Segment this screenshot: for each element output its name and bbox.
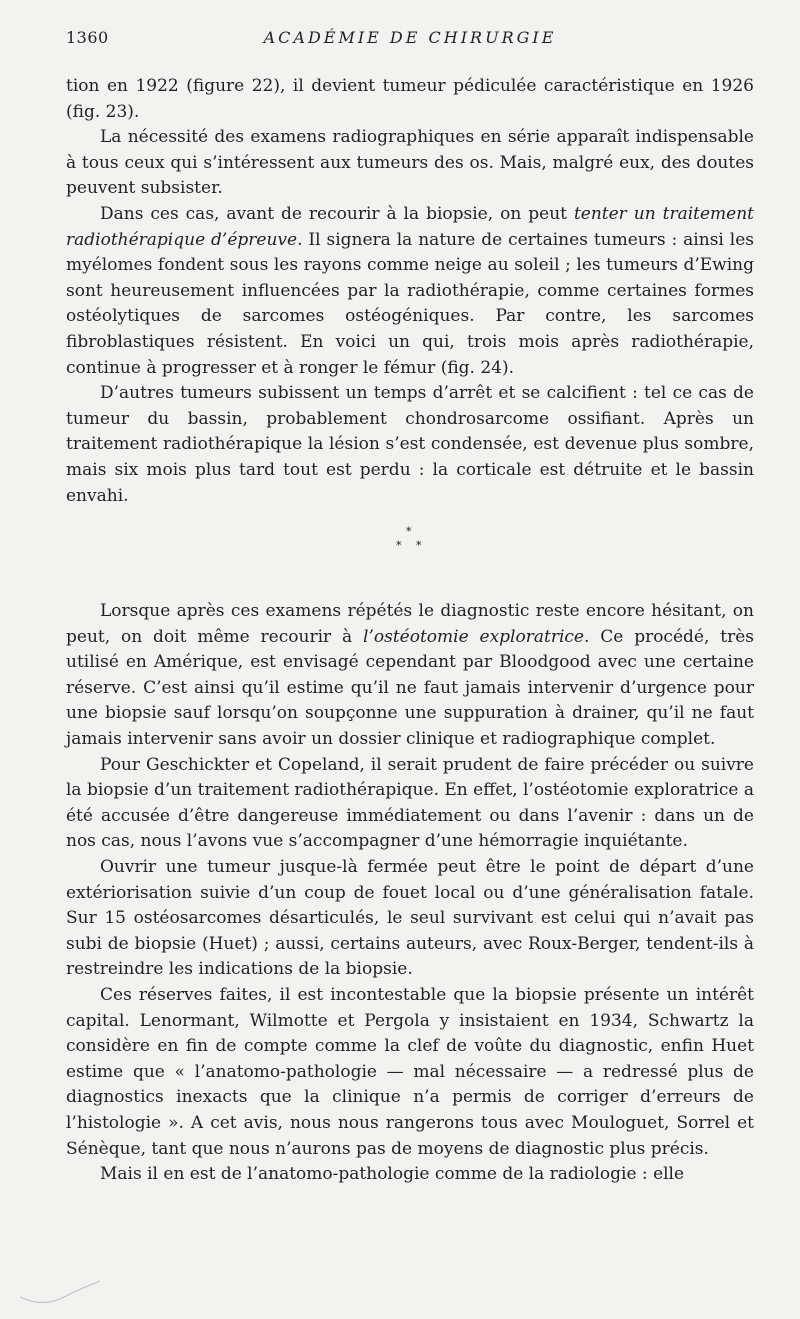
paragraph: Pour Geschickter et Copeland, il serait prudent de faire précéder ou suivre la biopsie d’un traitement radiothérapique. En effet, l’ostéotomie exploratrice a été accusée d’être dangereuse immédiatement ou dans l’avenir : dans un de nos cas, nous l’avons vue s’accompagner d’une hémorragie inquiétante. — [66, 754, 754, 852]
paragraph: D’autres tumeurs subissent un temps d’arrêt et se calcifient : tel ce cas de tumeur du bassin, probablement chondrosarcome ossifiant. Après un traitement radiothérapique la lésion s’est condensée, est devenue plus sombre, mais six mois plus tard tout est perdu : la corticale est détruite et le bassin envahi. — [66, 383, 754, 506]
emphasis: l’ostéotomie exploratrice — [363, 626, 584, 647]
section-asterism — [66, 519, 754, 559]
pencil-mark — [20, 1279, 120, 1309]
paragraph: Ouvrir une tumeur jusque-là fermée peut être le point de départ d’une extériorisation suivie d’un coup de fouet local ou d’une généralisation fatale. Sur 15 ostéosarcomes désarticulés, le seul survivant est celui qui n’avait pas subi de biopsie (Huet) ; aussi, certains auteurs, avec Roux-Berger, tendent-ils à restreindre les indications de la biopsie. — [66, 857, 754, 980]
running-head — [66, 28, 754, 58]
body-text — [66, 74, 754, 1188]
page-number: 1360 — [66, 28, 109, 47]
paragraph: La nécessité des examens radiographiques en série apparaît indispensable à tous ceux qui s’intéressent aux tumeurs des os. Mais, malgré eux, des doutes peuvent subsister. — [66, 127, 754, 199]
page — [66, 28, 754, 1188]
paragraph-continuation: tion en 1922 (figure 22), il devient tumeur pédiculée caractéristique en 1926 (fig. 23). — [66, 76, 754, 122]
emphasis: tenter un traitement radiothérapique d’épreuve — [66, 203, 754, 250]
paragraph: Lorsque après ces examens répétés le diagnostic reste encore hésitant, on peut, on doit même recourir à l’ostéotomie exploratrice. Ce procédé, très utilisé en Amérique, est envisagé cependant par Bloodgood avec une certaine réserve. C’est ainsi qu’il estime qu’il ne faut jamais intervenir d’urgence pour une biopsie sauf lorsqu’on soupçonne une suppuration à drainer, qu’il ne faut jamais intervenir sans avoir un dossier clinique et radiographique complet. — [66, 601, 754, 750]
running-title: ACADÉMIE DE CHIRURGIE — [263, 28, 557, 47]
asterism-star: * — [416, 539, 422, 553]
paragraph: Mais il en est de l’anatomo-pathologie comme de la radiologie : elle — [100, 1164, 685, 1185]
asterism-star: * — [406, 525, 412, 539]
paragraph: Ces réserves faites, il est incontestable que la biopsie présente un intérêt capital. Lenormant, Wilmotte et Pergola y insistaient en 1934, Schwartz la considère en fin de compte comme la clef de voûte du diagnostic, enfin Huet estime que « l’anatomo-pathologie — mal nécessaire — a redressé plus de diagnostics inexacts que la clinique n’a permis de corriger d’erreurs de l’histologie ». A cet avis, nous nous rangerons tous avec Mouloguet, Sorrel et Sénèque, tant que nous n’aurons pas de moyens de diagnostic plus précis. — [66, 985, 754, 1159]
asterism-star: * — [396, 539, 402, 553]
paragraph: Dans ces cas, avant de recourir à la biopsie, on peut tenter un traitement radiothérapique d’épreuve. Il signera la nature de certaines tumeurs : ainsi les myélomes fondent sous les rayons comme neige au soleil ; les tumeurs d’Ewing sont heureusement influencées par la radiothérapie, comme certaines formes ostéolytiques de sarcomes ostéogéniques. Par contre, les sarcomes fibroblastiques résistent. En voici un qui, trois mois après radiothérapie, continue à progresser et à ronger le fémur (fig. 24). — [66, 203, 755, 378]
